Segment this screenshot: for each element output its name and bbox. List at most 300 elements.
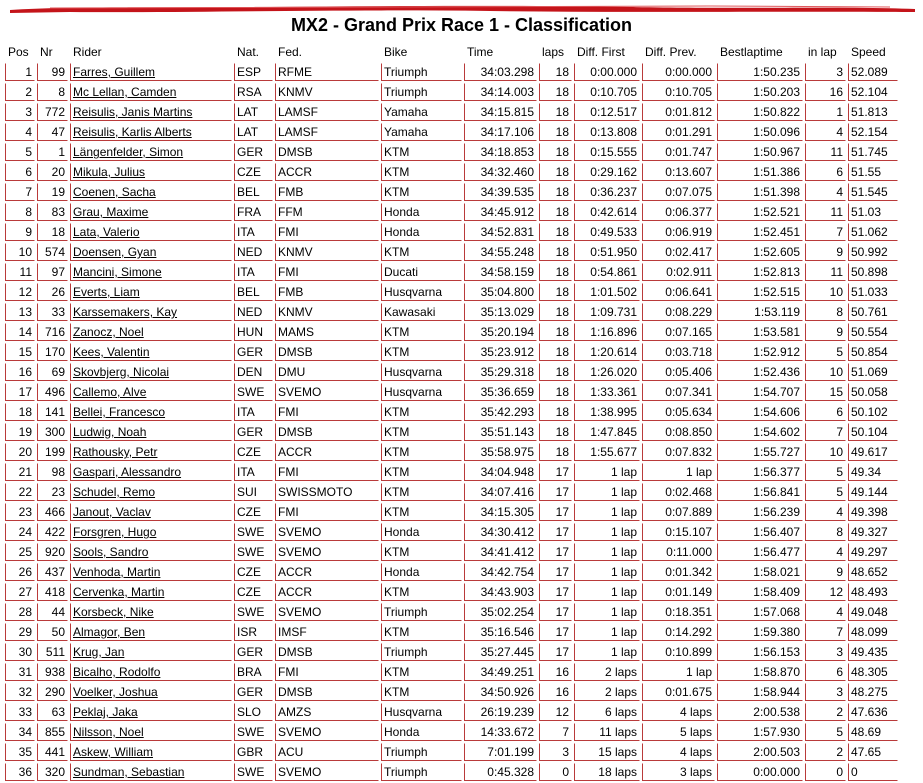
- nr-cell: 511: [37, 643, 68, 661]
- nat-cell: SWE: [234, 383, 273, 401]
- diff-prev-cell: 0:01.747: [642, 143, 715, 161]
- col-header-in-lap: in lap: [808, 45, 837, 59]
- bike-cell: Triumph: [381, 763, 462, 781]
- bestlaptime-cell: 1:58.409: [717, 583, 803, 601]
- nat-cell: BEL: [234, 283, 273, 301]
- laps-cell: 18: [539, 63, 572, 81]
- laps-cell: 18: [539, 103, 572, 121]
- rider-link[interactable]: Zanocz, Noel: [73, 325, 144, 339]
- nat-cell: ESP: [234, 63, 273, 81]
- diff-first-cell: 1:38.995: [574, 403, 640, 421]
- nr-cell: 170: [37, 343, 68, 361]
- rider-link[interactable]: Nilsson, Noel: [73, 725, 144, 739]
- bestlaptime-cell: 1:56.407: [717, 523, 803, 541]
- pos-cell: 24: [5, 523, 35, 541]
- laps-cell: 17: [539, 543, 572, 561]
- in-lap-cell: 3: [805, 683, 846, 701]
- nr-cell: 716: [37, 323, 68, 341]
- in-lap-cell: 9: [805, 323, 846, 341]
- rider-cell: [70, 303, 232, 321]
- rider-cell: [70, 263, 232, 281]
- rider-link[interactable]: Mancini, Simone: [73, 265, 162, 279]
- laps-cell: 18: [539, 363, 572, 381]
- diff-prev-cell: 0:01.149: [642, 583, 715, 601]
- classification-rows: [5, 63, 898, 781]
- table-row: [5, 343, 898, 361]
- bestlaptime-cell: 1:56.239: [717, 503, 803, 521]
- diff-prev-cell: 0:18.351: [642, 603, 715, 621]
- in-lap-cell: 6: [805, 663, 846, 681]
- laps-cell: 17: [539, 523, 572, 541]
- diff-prev-cell: 0:02.417: [642, 243, 715, 261]
- bestlaptime-cell: 1:58.021: [717, 563, 803, 581]
- nr-cell: 441: [37, 743, 68, 761]
- time-cell: 35:58.975: [464, 443, 537, 461]
- laps-cell: 18: [539, 343, 572, 361]
- bestlaptime-cell: 1:51.386: [717, 163, 803, 181]
- time-cell: 35:13.029: [464, 303, 537, 321]
- fed-cell: ACCR: [275, 443, 379, 461]
- speed-cell: 50.854: [848, 343, 898, 361]
- table-row: [5, 203, 898, 221]
- bestlaptime-cell: 1:52.605: [717, 243, 803, 261]
- speed-cell: 48.275: [848, 683, 898, 701]
- rider-link[interactable]: Bicalho, Rodolfo: [73, 665, 161, 679]
- time-cell: 35:42.293: [464, 403, 537, 421]
- bike-cell: KTM: [381, 463, 462, 481]
- bike-cell: Husqvarna: [381, 383, 462, 401]
- speed-cell: 49.327: [848, 523, 898, 541]
- time-cell: 0:45.328: [464, 763, 537, 781]
- laps-cell: 18: [539, 423, 572, 441]
- speed-cell: 47.65: [848, 743, 898, 761]
- col-header-diff-first: Diff. First: [577, 45, 625, 59]
- bike-cell: KTM: [381, 623, 462, 641]
- speed-cell: 50.992: [848, 243, 898, 261]
- diff-first-cell: 1:01.502: [574, 283, 640, 301]
- pos-cell: 17: [5, 383, 35, 401]
- pos-cell: 34: [5, 723, 35, 741]
- table-row: [5, 603, 898, 621]
- fed-cell: SVEMO: [275, 603, 379, 621]
- time-cell: 14:33.672: [464, 723, 537, 741]
- diff-prev-cell: 0:08.850: [642, 423, 715, 441]
- bestlaptime-cell: 1:50.096: [717, 123, 803, 141]
- table-row: [5, 623, 898, 641]
- bike-cell: KTM: [381, 683, 462, 701]
- bike-cell: KTM: [381, 483, 462, 501]
- laps-cell: 17: [539, 563, 572, 581]
- in-lap-cell: 12: [805, 583, 846, 601]
- diff-first-cell: 1:33.361: [574, 383, 640, 401]
- nat-cell: SWE: [234, 523, 273, 541]
- rider-link[interactable]: Forsgren, Hugo: [73, 525, 157, 539]
- nat-cell: ITA: [234, 463, 273, 481]
- rider-link[interactable]: Grau, Maxime: [73, 205, 149, 219]
- diff-prev-cell: 0:00.000: [642, 63, 715, 81]
- diff-first-cell: 1 lap: [574, 643, 640, 661]
- diff-prev-cell: 0:01.675: [642, 683, 715, 701]
- rider-link[interactable]: Lata, Valerio: [73, 225, 140, 239]
- rider-cell: [70, 603, 232, 621]
- diff-first-cell: 0:15.555: [574, 143, 640, 161]
- rider-link[interactable]: Askew, William: [73, 745, 154, 759]
- bike-cell: Honda: [381, 203, 462, 221]
- col-header-rider: Rider: [73, 45, 102, 59]
- rider-cell: [70, 623, 232, 641]
- rider-cell: [70, 643, 232, 661]
- pos-cell: 30: [5, 643, 35, 661]
- rider-link[interactable]: Karssemakers, Kay: [73, 305, 178, 319]
- diff-first-cell: 2 laps: [574, 683, 640, 701]
- bike-cell: Triumph: [381, 743, 462, 761]
- pos-cell: 31: [5, 663, 35, 681]
- rider-link[interactable]: Gaspari, Alessandro: [73, 465, 182, 479]
- speed-cell: 51.062: [848, 223, 898, 241]
- rider-link[interactable]: Korsbeck, Nike: [73, 605, 154, 619]
- bike-cell: KTM: [381, 323, 462, 341]
- rider-link[interactable]: Mikula, Julius: [73, 165, 146, 179]
- rider-cell: [70, 663, 232, 681]
- nr-cell: 26: [37, 283, 68, 301]
- rider-link[interactable]: Everts, Liam: [73, 285, 140, 299]
- rider-cell: [70, 503, 232, 521]
- speed-cell: 50.104: [848, 423, 898, 441]
- speed-cell: 47.636: [848, 703, 898, 721]
- time-cell: 35:16.546: [464, 623, 537, 641]
- nr-cell: 47: [37, 123, 68, 141]
- table-row: [5, 523, 898, 541]
- nat-cell: BEL: [234, 183, 273, 201]
- in-lap-cell: 7: [805, 423, 846, 441]
- rider-link[interactable]: Ludwig, Noah: [73, 425, 147, 439]
- speed-cell: 52.154: [848, 123, 898, 141]
- laps-cell: 18: [539, 163, 572, 181]
- fed-cell: DMSB: [275, 643, 379, 661]
- rider-link[interactable]: Callemo, Alve: [73, 385, 147, 399]
- table-row: [5, 703, 898, 721]
- pos-cell: 18: [5, 403, 35, 421]
- fed-cell: LAMSF: [275, 123, 379, 141]
- nat-cell: ITA: [234, 403, 273, 421]
- rider-link[interactable]: Peklaj, Jaka: [73, 705, 138, 719]
- rider-link[interactable]: Längenfelder, Simon: [73, 145, 184, 159]
- rider-link[interactable]: Doensen, Gyan: [73, 245, 157, 259]
- rider-cell: [70, 283, 232, 301]
- bestlaptime-cell: 1:52.813: [717, 263, 803, 281]
- nr-cell: 290: [37, 683, 68, 701]
- nat-cell: RSA: [234, 83, 273, 101]
- diff-first-cell: 15 laps: [574, 743, 640, 761]
- nat-cell: CZE: [234, 163, 273, 181]
- time-cell: 34:03.298: [464, 63, 537, 81]
- pos-cell: 1: [5, 63, 35, 81]
- rider-link[interactable]: Reisulis, Karlis Alberts: [73, 125, 192, 139]
- bestlaptime-cell: 1:50.203: [717, 83, 803, 101]
- nr-cell: 18: [37, 223, 68, 241]
- table-row: [5, 563, 898, 581]
- time-cell: 34:15.305: [464, 503, 537, 521]
- fed-cell: DMSB: [275, 343, 379, 361]
- diff-first-cell: 0:49.533: [574, 223, 640, 241]
- time-cell: 34:41.412: [464, 543, 537, 561]
- fed-cell: FMB: [275, 183, 379, 201]
- nat-cell: GER: [234, 343, 273, 361]
- bike-cell: Honda: [381, 723, 462, 741]
- nr-cell: 50: [37, 623, 68, 641]
- nat-cell: FRA: [234, 203, 273, 221]
- rider-cell: [70, 163, 232, 181]
- diff-prev-cell: 0:01.342: [642, 563, 715, 581]
- nr-cell: 20: [37, 163, 68, 181]
- diff-first-cell: 0:12.517: [574, 103, 640, 121]
- col-header-fed: Fed.: [278, 45, 303, 59]
- rider-cell: [70, 143, 232, 161]
- diff-first-cell: 1:20.614: [574, 343, 640, 361]
- table-row: [5, 723, 898, 741]
- table-row: [5, 243, 898, 261]
- bike-cell: KTM: [381, 143, 462, 161]
- rider-link[interactable]: Krug, Jan: [73, 645, 125, 659]
- nr-cell: 496: [37, 383, 68, 401]
- nr-cell: 574: [37, 243, 68, 261]
- bestlaptime-cell: 1:57.930: [717, 723, 803, 741]
- speed-cell: 49.398: [848, 503, 898, 521]
- diff-prev-cell: 0:10.705: [642, 83, 715, 101]
- fed-cell: SVEMO: [275, 383, 379, 401]
- time-cell: 34:45.912: [464, 203, 537, 221]
- pos-cell: 12: [5, 283, 35, 301]
- nat-cell: SWE: [234, 543, 273, 561]
- rider-link[interactable]: Coenen, Sacha: [73, 185, 156, 199]
- bike-cell: KTM: [381, 503, 462, 521]
- fed-cell: AMZS: [275, 703, 379, 721]
- fed-cell: FFM: [275, 203, 379, 221]
- table-row: [5, 423, 898, 441]
- rider-link[interactable]: Janout, Vaclav: [73, 505, 151, 519]
- pos-cell: 6: [5, 163, 35, 181]
- rider-link[interactable]: Schudel, Remo: [73, 485, 156, 499]
- bestlaptime-cell: 2:00.503: [717, 743, 803, 761]
- rider-cell: [70, 403, 232, 421]
- time-cell: 34:39.535: [464, 183, 537, 201]
- laps-cell: 18: [539, 83, 572, 101]
- laps-cell: 18: [539, 263, 572, 281]
- nat-cell: ITA: [234, 263, 273, 281]
- rider-cell: [70, 343, 232, 361]
- fed-cell: SVEMO: [275, 543, 379, 561]
- laps-cell: 16: [539, 663, 572, 681]
- in-lap-cell: 5: [805, 463, 846, 481]
- fed-cell: FMI: [275, 223, 379, 241]
- bestlaptime-cell: 1:50.235: [717, 63, 803, 81]
- nr-cell: 63: [37, 703, 68, 721]
- table-row: [5, 303, 898, 321]
- speed-cell: 0: [848, 763, 898, 781]
- bestlaptime-cell: 1:56.841: [717, 483, 803, 501]
- bike-cell: Triumph: [381, 83, 462, 101]
- time-cell: 34:07.416: [464, 483, 537, 501]
- table-row: [5, 543, 898, 561]
- in-lap-cell: 4: [805, 603, 846, 621]
- table-row: [5, 143, 898, 161]
- diff-first-cell: 1 lap: [574, 523, 640, 541]
- fed-cell: MAMS: [275, 323, 379, 341]
- col-header-speed: Speed: [851, 45, 886, 59]
- diff-first-cell: 1 lap: [574, 543, 640, 561]
- diff-prev-cell: 4 laps: [642, 703, 715, 721]
- table-row: [5, 103, 898, 121]
- in-lap-cell: 1: [805, 103, 846, 121]
- diff-first-cell: 0:00.000: [574, 63, 640, 81]
- rider-cell: [70, 103, 232, 121]
- pos-cell: 22: [5, 483, 35, 501]
- in-lap-cell: 7: [805, 623, 846, 641]
- pos-cell: 29: [5, 623, 35, 641]
- rider-link[interactable]: Voelker, Joshua: [73, 685, 158, 699]
- table-row: [5, 263, 898, 281]
- rider-link[interactable]: Cervenka, Martin: [73, 585, 165, 599]
- speed-cell: 51.745: [848, 143, 898, 161]
- laps-cell: 17: [539, 623, 572, 641]
- rider-link[interactable]: Venhoda, Martin: [73, 565, 161, 579]
- time-cell: 34:55.248: [464, 243, 537, 261]
- fed-cell: IMSF: [275, 623, 379, 641]
- nr-cell: 938: [37, 663, 68, 681]
- pos-cell: 27: [5, 583, 35, 601]
- time-cell: 34:18.853: [464, 143, 537, 161]
- in-lap-cell: 2: [805, 703, 846, 721]
- bestlaptime-cell: 1:55.727: [717, 443, 803, 461]
- rider-cell: [70, 203, 232, 221]
- bike-cell: Triumph: [381, 63, 462, 81]
- laps-cell: 18: [539, 223, 572, 241]
- nat-cell: SUI: [234, 483, 273, 501]
- diff-first-cell: 1:47.845: [574, 423, 640, 441]
- laps-cell: 12: [539, 703, 572, 721]
- rider-link[interactable]: Rathousky, Petr: [73, 445, 158, 459]
- bike-cell: KTM: [381, 163, 462, 181]
- pos-cell: 11: [5, 263, 35, 281]
- nr-cell: 44: [37, 603, 68, 621]
- laps-cell: 7: [539, 723, 572, 741]
- col-header-diff-prev: Diff. Prev.: [645, 45, 697, 59]
- pos-cell: 19: [5, 423, 35, 441]
- table-row: [5, 503, 898, 521]
- rider-link[interactable]: Bellei, Francesco: [73, 405, 166, 419]
- diff-first-cell: 1:55.677: [574, 443, 640, 461]
- nr-cell: 8: [37, 83, 68, 101]
- nr-cell: 422: [37, 523, 68, 541]
- diff-first-cell: 0:13.808: [574, 123, 640, 141]
- laps-cell: 18: [539, 283, 572, 301]
- table-row: [5, 443, 898, 461]
- bike-cell: Triumph: [381, 603, 462, 621]
- pos-cell: 8: [5, 203, 35, 221]
- table-row: [5, 383, 898, 401]
- rider-link[interactable]: Sools, Sandro: [73, 545, 149, 559]
- rider-cell: [70, 723, 232, 741]
- laps-cell: 16: [539, 683, 572, 701]
- fed-cell: LAMSF: [275, 103, 379, 121]
- bestlaptime-cell: 1:57.068: [717, 603, 803, 621]
- bike-cell: Yamaha: [381, 123, 462, 141]
- page-title: MX2 - Grand Prix Race 1 - Classification: [290, 15, 633, 35]
- diff-prev-cell: 0:05.406: [642, 363, 715, 381]
- bestlaptime-cell: 1:51.398: [717, 183, 803, 201]
- diff-first-cell: 0:36.237: [574, 183, 640, 201]
- diff-prev-cell: 0:15.107: [642, 523, 715, 541]
- rider-link[interactable]: Farres, Guillem: [73, 65, 156, 79]
- laps-cell: 0: [539, 763, 572, 781]
- time-cell: 34:17.106: [464, 123, 537, 141]
- nr-cell: 418: [37, 583, 68, 601]
- time-cell: 35:23.912: [464, 343, 537, 361]
- in-lap-cell: 10: [805, 443, 846, 461]
- nat-cell: DEN: [234, 363, 273, 381]
- nat-cell: SWE: [234, 763, 273, 781]
- rider-link[interactable]: Reisulis, Janis Martins: [73, 105, 193, 119]
- diff-prev-cell: 0:13.607: [642, 163, 715, 181]
- pos-cell: 35: [5, 743, 35, 761]
- bike-cell: Husqvarna: [381, 283, 462, 301]
- rider-cell: [70, 543, 232, 561]
- pos-cell: 10: [5, 243, 35, 261]
- nr-cell: 199: [37, 443, 68, 461]
- time-cell: 34:30.412: [464, 523, 537, 541]
- in-lap-cell: 4: [805, 503, 846, 521]
- time-cell: 35:02.254: [464, 603, 537, 621]
- diff-first-cell: 0:29.162: [574, 163, 640, 181]
- rider-cell: [70, 183, 232, 201]
- nr-cell: 23: [37, 483, 68, 501]
- rider-link[interactable]: Sundman, Sebastian: [73, 765, 185, 779]
- nat-cell: LAT: [234, 123, 273, 141]
- rider-link[interactable]: Mc Lellan, Camden: [73, 85, 177, 99]
- rider-cell: [70, 243, 232, 261]
- time-cell: 35:36.659: [464, 383, 537, 401]
- laps-cell: 18: [539, 323, 572, 341]
- in-lap-cell: 3: [805, 63, 846, 81]
- speed-cell: 51.813: [848, 103, 898, 121]
- time-cell: 34:42.754: [464, 563, 537, 581]
- rider-cell: [70, 463, 232, 481]
- diff-prev-cell: 0:07.165: [642, 323, 715, 341]
- laps-cell: 18: [539, 403, 572, 421]
- rider-cell: [70, 683, 232, 701]
- classification-table: [3, 42, 900, 783]
- speed-cell: 52.104: [848, 83, 898, 101]
- speed-cell: 49.435: [848, 643, 898, 661]
- table-row: [5, 583, 898, 601]
- time-cell: 34:52.831: [464, 223, 537, 241]
- col-header-bestlaptime: Bestlaptime: [720, 45, 783, 59]
- fed-cell: ACCR: [275, 563, 379, 581]
- rider-link[interactable]: Skovbjerg, Nicolai: [73, 365, 170, 379]
- laps-cell: 3: [539, 743, 572, 761]
- rider-link[interactable]: Kees, Valentin: [73, 345, 150, 359]
- bestlaptime-cell: 1:54.606: [717, 403, 803, 421]
- col-header-pos: Pos: [8, 45, 29, 59]
- diff-prev-cell: 0:01.812: [642, 103, 715, 121]
- diff-first-cell: 0:51.950: [574, 243, 640, 261]
- in-lap-cell: 0: [805, 763, 846, 781]
- in-lap-cell: 5: [805, 483, 846, 501]
- rider-cell: [70, 583, 232, 601]
- speed-cell: 49.048: [848, 603, 898, 621]
- rider-link[interactable]: Almagor, Ben: [73, 625, 146, 639]
- rider-cell: [70, 563, 232, 581]
